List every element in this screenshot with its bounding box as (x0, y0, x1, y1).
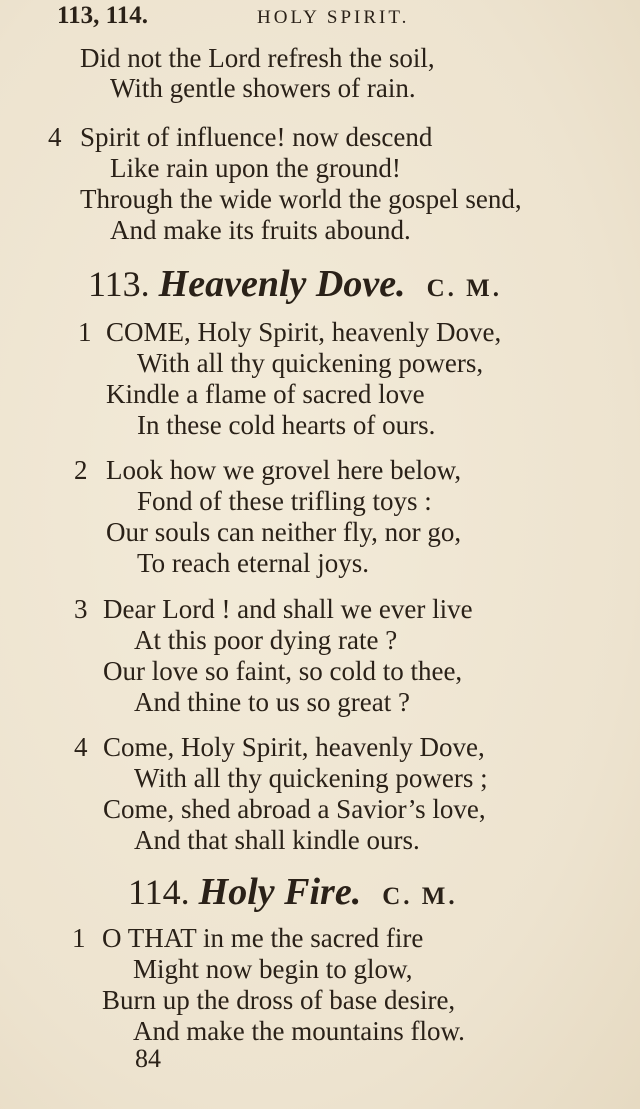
running-header (57, 2, 637, 36)
hymn-113-title (88, 262, 502, 311)
verse-line: Kindle a flame of sacred love (106, 379, 425, 409)
header-running-title: HOLY SPIRIT. (257, 7, 410, 28)
verse-line: And that shall kindle ours. (134, 825, 420, 855)
hymn-number: 113. (88, 264, 150, 304)
header-hymn-numbers: 113, 114. (57, 2, 148, 29)
verse-number: 2 (74, 455, 88, 485)
verse-line: Did not the Lord refresh the soil, (80, 43, 435, 73)
verse-line: Come, Holy Spirit, heavenly Dove, (103, 732, 485, 762)
verse-line: At this poor dying rate ? (134, 625, 398, 655)
hymn-meter: C. M. (382, 883, 458, 910)
verse-line: Like rain upon the ground! (110, 153, 401, 183)
hymn-number: 114. (128, 872, 190, 912)
verse-line: Through the wide world the gospel send, (80, 184, 522, 214)
verse-line: Burn up the dross of base desire, (102, 985, 456, 1015)
verse-line: O THAT in me the sacred fire (102, 923, 424, 953)
page-number: 84 (135, 1044, 161, 1073)
hymn-114-title (128, 870, 458, 919)
verse-line: Come, shed abroad a Savior’s love, (103, 794, 486, 824)
verse-line: With gentle showers of rain. (110, 73, 416, 103)
verse-line: And thine to us so great ? (134, 687, 410, 717)
verse-line: Fond of these trifling toys : (137, 486, 432, 516)
verse-line: Our souls can neither fly, nor go, (106, 517, 462, 547)
verse-line: Might now begin to glow, (133, 954, 413, 984)
verse-line: Look how we grovel here below, (106, 455, 462, 485)
verse-line: With all thy quickening powers ; (134, 763, 488, 793)
verse-line: In these cold hearts of ours. (137, 410, 436, 440)
verse-line: Our love so faint, so cold to thee, (103, 656, 463, 686)
verse-number: 4 (48, 122, 62, 152)
hymn-meter: C. M. (426, 275, 502, 302)
verse-line: COME, Holy Spirit, heavenly Dove, (106, 317, 502, 347)
verse-line: And make its fruits abound. (110, 215, 411, 245)
verse-line: Spirit of influence! now descend (80, 122, 433, 152)
hymn-name: Holy Fire. (198, 871, 362, 913)
verse-line: To reach eternal joys. (137, 548, 370, 578)
verse-number: 4 (74, 732, 88, 762)
hymn-name: Heavenly Dove. (158, 263, 406, 305)
verse-line: With all thy quickening powers, (137, 348, 484, 378)
verse-line: And make the mountains flow. (133, 1016, 465, 1046)
verse-line: Dear Lord ! and shall we ever live (103, 594, 473, 624)
verse-number: 1 (78, 317, 92, 347)
verse-number: 1 (72, 923, 86, 953)
verse-number: 3 (74, 594, 88, 624)
